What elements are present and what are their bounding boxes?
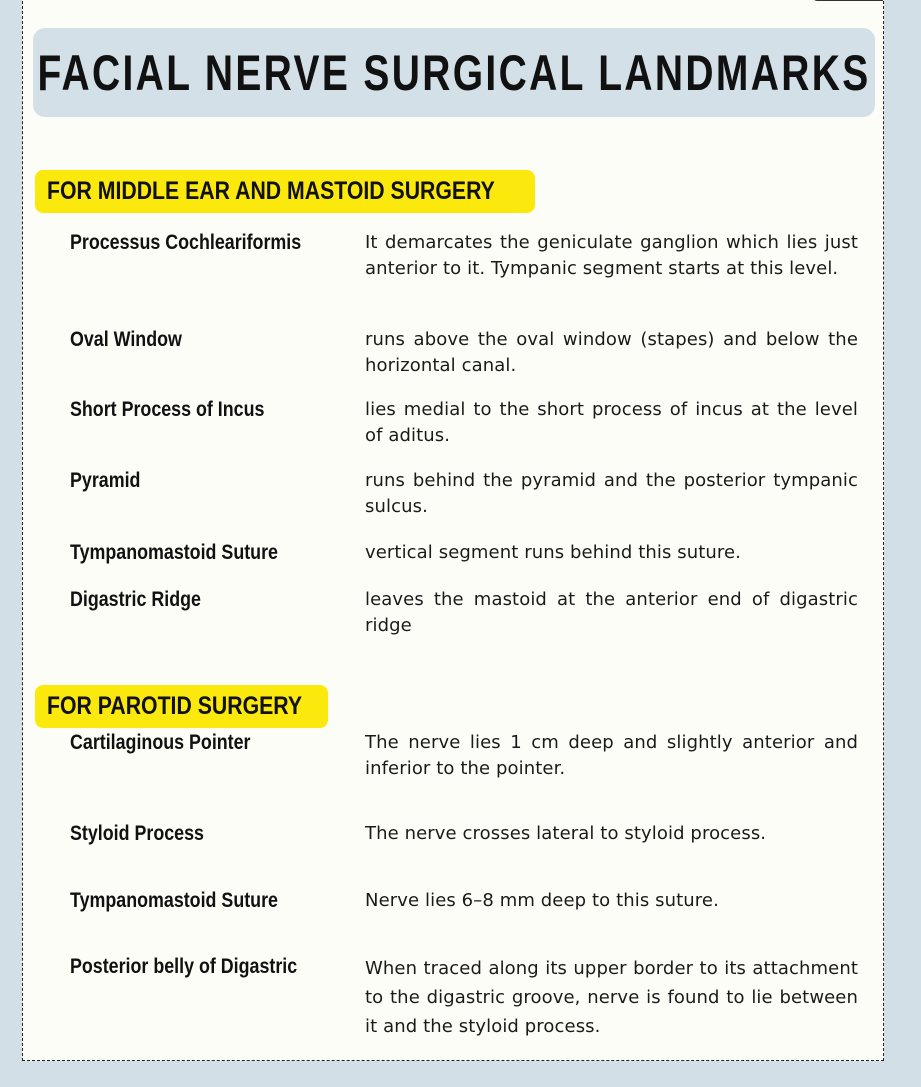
landmark-description: Nerve lies 6–8 mm deep to this suture. bbox=[365, 890, 719, 911]
landmark-label: Tympanomastoid Suture bbox=[70, 541, 278, 564]
section-heading-middle-ear bbox=[35, 170, 535, 213]
section-heading-text: FOR PAROTID SURGERY bbox=[47, 692, 303, 720]
landmark-label: Cartilaginous Pointer bbox=[70, 731, 251, 754]
section-heading-text: FOR MIDDLE EAR AND MASTOID SURGERY bbox=[47, 177, 495, 205]
landmark-label: Processus Cochleariformis bbox=[70, 231, 302, 254]
landmark-description: vertical segment runs behind this suture. bbox=[365, 542, 742, 563]
landmark-label: Styloid Process bbox=[70, 822, 204, 845]
landmark-description: runs above the oval window (stapes) and below the horizontal canal. bbox=[365, 329, 858, 376]
landmark-description: It demarcates the geniculate ganglion which lies just anterior to it. Tympanic segment starts at this level. bbox=[365, 232, 858, 279]
landmark-label: Pyramid bbox=[70, 469, 141, 492]
landmark-label: Posterior belly of Digastric bbox=[70, 955, 298, 978]
landmark-description: The nerve crosses lateral to styloid process. bbox=[365, 823, 767, 844]
section-heading-parotid bbox=[35, 685, 328, 728]
landmark-description: leaves the mastoid at the anterior end of digastric ridge bbox=[365, 589, 858, 636]
page-title: FACIAL NERVE SURGICAL LANDMARKS bbox=[37, 44, 871, 101]
landmark-description: lies medial to the short process of incus at the level of aditus. bbox=[365, 399, 858, 446]
landmark-label: Tympanomastoid Suture bbox=[70, 889, 278, 912]
landmark-description: The nerve lies 1 cm deep and slightly anterior and inferior to the pointer. bbox=[365, 732, 858, 779]
landmark-label: Digastric Ridge bbox=[70, 588, 201, 611]
corner-decoration bbox=[813, 0, 883, 1]
title-banner bbox=[33, 28, 875, 117]
landmark-description: runs behind the pyramid and the posterior tympanic sulcus. bbox=[365, 470, 858, 517]
landmark-label: Short Process of Incus bbox=[70, 398, 265, 421]
landmark-description: When traced along its upper border to its attachment to the digastric groove, nerve is found to lie between it and the styloid process. bbox=[365, 958, 858, 1037]
landmark-label: Oval Window bbox=[70, 328, 182, 351]
